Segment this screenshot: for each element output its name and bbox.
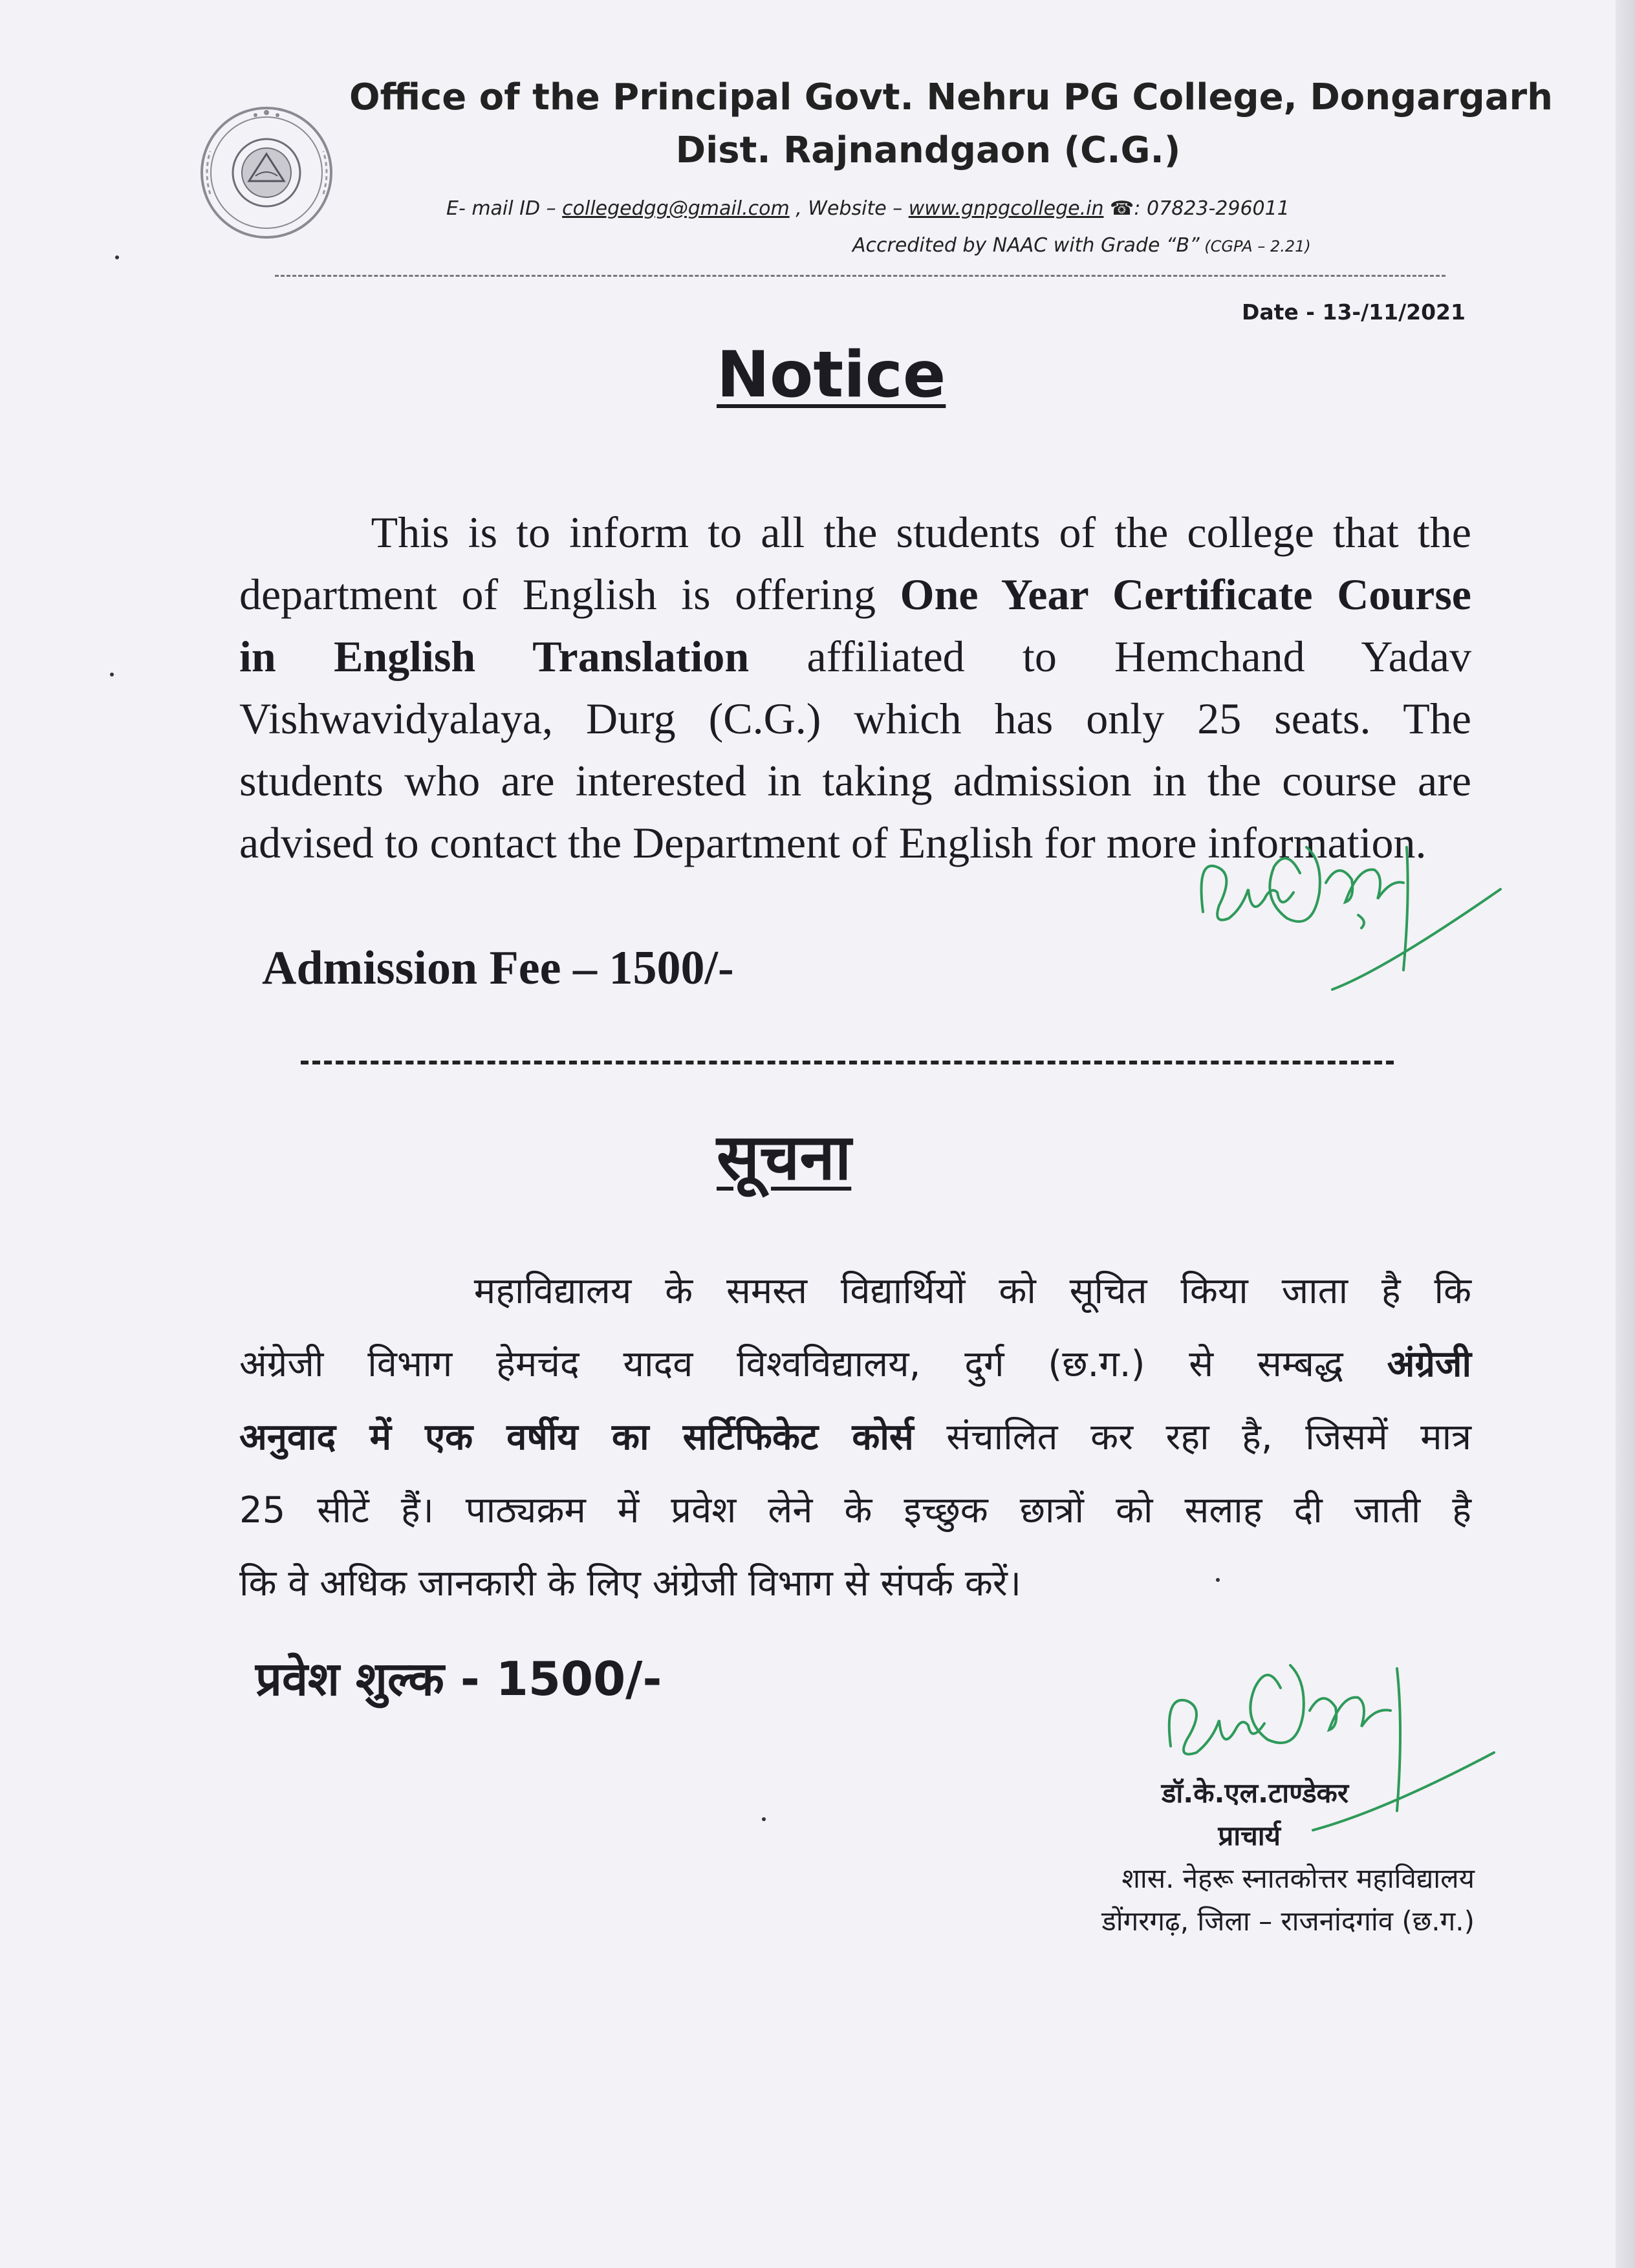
email-link[interactable]: collegedgg@gmail.com	[562, 197, 790, 220]
college-office-title: Office of the Principal Govt. Nehru PG College, Dongargarh	[349, 76, 1553, 118]
notice-body-hindi	[239, 1255, 1471, 1620]
line-text: संचालित कर रहा है, जिसमें मात्र	[913, 1416, 1471, 1458]
paragraph-line	[239, 1328, 1471, 1401]
accreditation-line	[852, 234, 1311, 257]
header-divider	[275, 275, 1446, 277]
section-separator	[301, 1061, 1394, 1064]
signatory-college: शास. नेहरू स्नातकोत्तर महाविद्यालय	[1121, 1863, 1475, 1894]
scan-speck	[762, 1817, 766, 1821]
line-text: This is to inform to all the students of the college that the	[239, 508, 1471, 557]
scan-speck	[115, 255, 119, 259]
notice-title-hindi: सूचना	[717, 1121, 852, 1194]
line-text: अंग्रेजी विभाग हेमचंद यादव विश्वविद्यालय, दुर्ग (छ.ग.) से सम्बद्ध	[239, 1343, 1387, 1385]
emphasized-text: अनुवाद में एक वर्षीय का सर्टिफिकेट कोर्स	[239, 1416, 914, 1458]
cgpa-text: (CGPA – 2.21)	[1199, 237, 1311, 255]
line-text: students who are interested in taking admission in the course are	[239, 756, 1471, 805]
paragraph-line	[239, 1547, 1471, 1620]
line-text: affiliated to Hemchand Yadav	[749, 632, 1471, 681]
signatory-place: डोंगरगढ़, जिला – राजनांदगांव (छ.ग.)	[1101, 1905, 1475, 1937]
scan-speck	[1216, 1578, 1220, 1582]
emphasized-text: अंग्रेजी	[1387, 1343, 1471, 1385]
email-label: E- mail ID –	[446, 197, 563, 220]
paragraph-line	[239, 1401, 1471, 1474]
signatory-block	[938, 1772, 1475, 1943]
paper-edge	[1616, 0, 1635, 2268]
handwritten-signature-1	[1190, 821, 1513, 1009]
paragraph-line	[239, 1255, 1471, 1328]
phone-number: ☎: 07823-296011	[1103, 197, 1290, 220]
college-district: Dist. Rajnandgaon (C.G.)	[675, 129, 1181, 171]
signatory-designation: प्राचार्य	[1218, 1820, 1281, 1852]
admission-fee-hindi: प्रवेश शुल्क - 1500/-	[255, 1652, 662, 1706]
emphasized-text: in English Translation	[239, 632, 750, 681]
notice-body-english	[239, 501, 1471, 874]
paragraph-line	[239, 687, 1471, 750]
signatory-name: डॉ.के.एल.टाण्डेकर	[1161, 1777, 1348, 1809]
college-seal-logo	[197, 103, 336, 243]
emphasized-text: One Year Certificate Course	[900, 570, 1471, 619]
website-link[interactable]: www.gnpgcollege.in	[908, 197, 1104, 220]
line-text: Vishwavidyalaya, Durg (C.G.) which has only 25 seats. The	[239, 694, 1471, 743]
admission-fee-english: Admission Fee – 1500/-	[262, 942, 734, 995]
paragraph-line	[239, 501, 1471, 563]
line-text: department of English is offering	[239, 570, 900, 619]
website-label: , Website –	[789, 197, 909, 220]
paragraph-line	[239, 750, 1471, 812]
notice-title-english: Notice	[717, 338, 946, 412]
line-text: कि वे अधिक जानकारी के लिए अंग्रेजी विभाग से संपर्क करें।	[239, 1562, 1022, 1604]
line-text: 25 सीटें हैं। पाठ्यक्रम में प्रवेश लेने के इच्छुक छात्रों को सलाह दी जाती है	[239, 1489, 1471, 1531]
scan-speck	[110, 673, 114, 676]
paragraph-line	[239, 625, 1471, 687]
accreditation-text: Accredited by NAAC with Grade “B”	[852, 234, 1200, 257]
paragraph-line	[239, 563, 1471, 625]
line-text: महाविद्यालय के समस्त विद्यार्थियों को सूचित किया जाता है कि	[239, 1270, 1471, 1312]
contact-line	[446, 197, 1290, 220]
line-text: advised to contact the Department of English for more information.	[239, 818, 1427, 867]
notice-date: Date - 13-/11/2021	[1242, 299, 1466, 325]
paragraph-line	[239, 1474, 1471, 1547]
